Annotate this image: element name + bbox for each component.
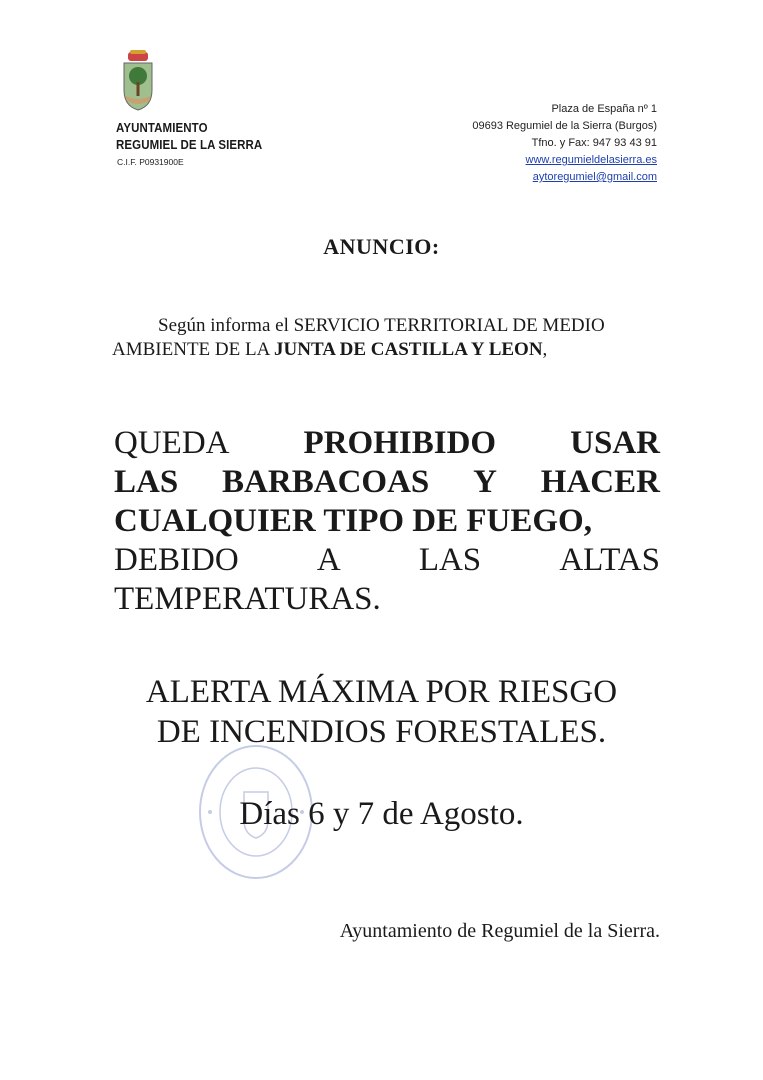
intro-line-2 [112,338,672,362]
email-link[interactable]: aytoregumiel@gmail.com [532,171,657,183]
website-link[interactable]: www.regumieldelasierra.es [525,154,657,166]
notice-row-3 [114,502,660,541]
notice-text: CUALQUIER TIPO DE FUEGO, [114,503,592,539]
alert-dates: Días 6 y 7 de Agosto. [239,796,524,832]
alert-line-1: ALERTA MÁXIMA POR RIESGO [145,674,618,710]
notice-row-2 [114,463,660,502]
notice-word: A [316,542,341,578]
notice-word: ALTAS [559,542,660,578]
signature: Ayuntamiento de Regumiel de la Sierra. [339,920,660,942]
notice-word: PROHIBIDO [303,425,497,461]
alert-line-2: DE INCENDIOS FORESTALES. [156,714,607,750]
coat-of-arms-icon [120,50,156,112]
contact-block [472,101,657,186]
notice-word: LAS [114,464,179,500]
notice-word: HACER [540,464,660,500]
notice-row-5: TEMPERATURAS. [114,581,381,617]
cif-number: C.I.F. P0931900E [117,157,184,167]
intro-plain: AMBIENTE DE LA [112,339,275,360]
notice-word: BARBACOAS [222,464,430,500]
intro-end: , [542,339,548,360]
fire-alert [0,672,763,752]
notice-word: Y [473,464,497,500]
phone: Tfno. y Fax: 947 93 43 91 [531,137,657,149]
notice-row-4 [114,541,660,580]
notice-word: USAR [570,425,660,461]
notice-word: DEBIDO [114,542,239,578]
intro-paragraph [112,314,672,362]
org-line-2: REGUMIEL DE LA SIERRA [116,138,263,152]
address: Plaza de España nº 1 [551,103,657,115]
notice-word: QUEDA [114,425,230,461]
notice-word: LAS [418,542,482,578]
announcement-title: ANUNCIO: [323,234,440,259]
intro-line-1: Según informa el SERVICIO TERRITORIAL DE MEDIO [158,315,605,336]
city: 09693 Regumiel de la Sierra (Burgos) [472,120,657,132]
prohibition-notice [114,424,660,619]
org-line-1: AYUNTAMIENTO [116,121,208,135]
organization-name [116,120,262,154]
notice-row-1 [114,424,660,463]
intro-bold: JUNTA DE CASTILLA Y LEON [274,339,543,360]
